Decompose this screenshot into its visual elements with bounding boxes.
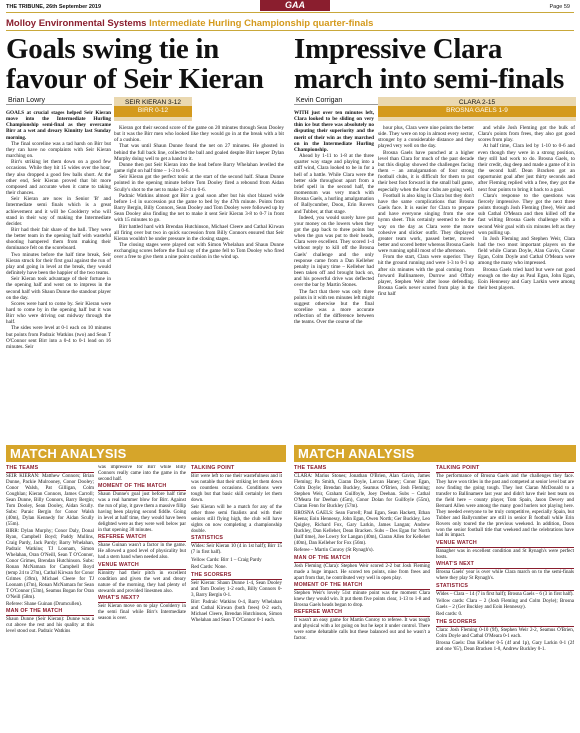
- analysis-text: Banagher was in excellent condition and St Rynagh's were perfect hosts.: [436, 548, 574, 560]
- article-paragraph: Birr's striking let them down on a good few occasions. While they hit 15 wides over the hour, they also dropped a good few balls short. At the other end, Seir Kieran proved that bit more composed and accurate when it came to taking their chances.: [6, 159, 111, 197]
- article-paragraph: The final scoreline was a tad harsh on Birr but they can have no complaints with Seir Kieran marching on.: [6, 140, 111, 160]
- analysis-text: Brosna Gaels' year is over while Clara march on to the semi-finals where they play St Rynagh's.: [436, 570, 574, 582]
- article-paragraph: Seir Kieran are now in Senior 'B' and Intermediate semi finals which is a great achievement and it will be Coolderry who will stand in their way of making the Intermediate decider.: [6, 196, 111, 227]
- winner-score: CLARA 2-15: [458, 99, 496, 106]
- left-headline-line2: favour of Seir Kieran: [6, 63, 264, 95]
- article-paragraph: and while Josh Fleming got the bulk of Clara's points from frees, they also got good scores from play.: [478, 125, 575, 144]
- analysis-heading: REFEREE WATCH: [98, 535, 186, 542]
- analysis-text: Seir Kieran move on to play Coolderry in the semi final while Birr's Intermediate season is over.: [98, 604, 186, 621]
- analysis-heading: THE TEAMS: [6, 466, 94, 473]
- analysis-heading: MOMENT OF THE MATCH: [294, 583, 430, 590]
- left-article-col1: [6, 110, 111, 440]
- kicker-rule: [6, 30, 574, 31]
- analysis-text: Brosna Gaels: Dan Kelleher 0-5 (4f and 1p), Gary Larkin 0-1 (2f and one '65'), Dean Bracken 1-0, Andrew Buckley 0-1.: [436, 641, 574, 653]
- analysis-text: Shaun Dunne's goal just before half time was a real hammer blow for Birr. Against the run of play, it gave them a massive fillip having been playing second fiddle. Going in level at half time, they would have been delighted were as they were well below par in that opening 30 minutes.: [98, 492, 186, 534]
- right-analysis-col1: [294, 465, 430, 730]
- analysis-text: Shane Guinan wasn't a factor in the game. He allowed a good level of physicality but had a stern hand when needed also.: [98, 543, 186, 561]
- section-tag: GAA: [260, 0, 330, 11]
- article-paragraph: hour plus, Clara were nine points the better side. They were on top in almost every sector, stronger by a considerable distance and they played very well on the day.: [378, 125, 474, 150]
- analysis-heading: THE SCORERS: [436, 620, 574, 627]
- right-article-col2: [378, 125, 474, 440]
- analysis-text: Shaun Dunne (Seir Kieran): Dunne was a cut above the rest and his quality at this level stood out. Padraic Watkins: [6, 617, 94, 635]
- article-paragraph: The sides were level at 0-1 each on 10 minutes but points from Padraic Watkins (two) and Sean T O'Connor sent Birr into a 0-4 to 0-1 lead on 16 minutes. Seir: [6, 325, 111, 350]
- article-paragraph: At half time, Clara led by 1-10 to 0-6 and even though they were in a strong position, they still had work to do. Brosna Gaels, to their credit, dug deep and made a game of it in the second half. Dean Bracken got an opportunist goal after just thirty seconds and after Fleming replied with a free, they got the next four points to bring it back to a goal.: [478, 143, 575, 193]
- article-paragraph: Two minutes before the half time break, Seir Kieran struck for their first goal against the run of play and going in level at the break, they would definitely have been the happier of the two teams.: [6, 251, 111, 277]
- article-paragraph: Scores were hard to come by. Seir Kieran were hard to come by in the opening half but it was Birr who were driving out midway through the half.: [6, 300, 111, 326]
- analysis-text: Birr: Padraic Watkins 0-4, Barry Whelahan and Cathal Kirwan (both frees) 0-2 each, Michael Cleere, Brendan Hutchinson, Simon Whelahan and Sean T O'Connor 0-1 each.: [191, 600, 282, 623]
- analysis-text: Yellow Cards: Birr 1 – Craig Pardy: [191, 557, 262, 563]
- analysis-text: SEIR KIERAN: Matthew Connors; Brian Dunne, Packie Mulrooney, Conor Dooley; Conor Walsh, Pat Gilligan, Colm Coughlan; Kieran Connors, James Carroll; Sean Dunne, Billy Connors, Barry Bergin; Tom Dooley, Sean Dooley, Aidan Scully. Subs: Paraic Bergin for Conor Walsh (40m), Dylan Kennedy for Aidan Scully (55m).: [6, 473, 94, 527]
- right-headline-line1: Impressive Clara: [294, 33, 503, 65]
- article-paragraph: WITH just over ten minutes left, Clara looked to be sliding on very thin ice but there was absolutely no disputing their superiority and the merit of their win as they marched on in the Intermediate Hurling Championship.: [294, 110, 374, 153]
- analysis-text: Wides – Clara – 14 (7 in first half); Brosna Gaels – 6 (3 in first half).: [436, 591, 574, 597]
- article-paragraph: Football is also king in Clara but they don't have the same complications that Brosna Gaels face. It is easier for Clara to prepare and have everyone singing from the one hymn sheet. This certainly seemed to be the way on the day as Clara were the more cohesive and slicker outfit. They displayed greater team work, passed better, moved better and scored better whereas Brosna Gaels were running uphill most of the afternoon.: [378, 192, 474, 255]
- right-headline: [294, 34, 576, 94]
- analysis-text: Birr were left to rue their wastefulness and it was notable that their striking let them down on countless occasions. Conditions were tough but that basic skill certainly let them down.: [191, 473, 282, 503]
- analysis-text: BROSNA GAELS: Sean Farrell; Paul Egan, Sean Hackett, Ethan Keena; Eoin Hennessy, John Egan, Owen North; Ger Buckley, Leo Quigley, Richard Fox, Gary Larkin, James Langan; Andrew Buckley, Dan Kelleher, Dean Bracken. Subs – Des Egan for North (half time), Joe Lowry for Langan (40m), Ciaran Allen for Kelleher (40m), Dan Kelleher for Fox (56m).: [294, 511, 430, 546]
- analysis-heading: MAN OF THE MATCH: [6, 609, 94, 616]
- article-paragraph: Indeed, you would surely have put your money on the lowers when they got the gap back to three points but when the gun was put to their heads, Clara were excellent. They scored 1-4 without reply to kill off the Brosna Gaels' challenge and the only response came from a Dan Kelleher penalty in injury time – Kelleher had been taken off and brought back on, and his powerful drive was deflected over the bar by Martin Stones.: [294, 214, 374, 289]
- left-analysis-col1: [6, 465, 94, 730]
- analysis-heading: WHAT'S NEXT: [436, 562, 574, 569]
- analysis-heading: THE TEAMS: [294, 466, 430, 473]
- article-paragraph: Padraic Watkins almost got Birr a goal soon after but his shot blazed wide before 1-4 in succession put the game to bed by the 47th minute. Points from Barry Bergin, Billy Connors, Sean Dooley and Tom Dooley were followed up by Sean Dooley also finding the net to make it sent Seir Kieran 3-8 to 0-7 in front with 15 minutes to go.: [114, 192, 284, 224]
- article-paragraph: Brosna Gaels tried hard but were not good enough on the day as Paul Egan, John Egan, Eoin Hennessy and Gary Larkin were among their best players.: [478, 266, 575, 292]
- left-byline: Brian Lowry: [6, 97, 112, 105]
- article-paragraph: Dunne then put Seir Kieran into the lead before Barry Whelahan levelled the game right on half time – 1-3 to 0-6.: [114, 161, 284, 175]
- analysis-text: It wasn't an easy game for Martin Conroy to referee. It was tough and physical with a lot going on but he kept it under control. There were some debatable calls but these balanced out and he wasn't a factor.: [294, 618, 430, 642]
- analysis-text: Yellow cards: Clara – 2 (Josh Fleming and Colm Doyle); Brosna Gaels – 2 (Ger Buckley and Eoin Hennessy).: [436, 599, 574, 611]
- analysis-heading: WHAT'S NEXT?: [98, 596, 186, 603]
- analysis-text: Stephen Weir's lovely 51st minute point was the moment Clara knew they would win. It put them five points clear, 1-13 to 1-8 and Brosna Gaels heads began to drop.: [294, 591, 430, 609]
- analysis-heading: MAN OF THE MATCH: [294, 556, 430, 563]
- loser-score: BIRR 0-12: [114, 106, 192, 117]
- article-paragraph: From the start, Clara were superior. They hit the ground running and were 1-3 to 0-1 up after six minutes with the goal coming from forward Ballinamere, Durrow and Offaly player, Stephen Weir after loose defending. Brosna Gaels never scored from play in the first half: [378, 254, 474, 298]
- analysis-heading: VENUE WATCH: [98, 563, 186, 570]
- analysis-text: CLARA: Marius Stones; Jonathan O'Brien, Alan Gavin, James Fleming; Pa Smith, Ciaran Doyle, Lorcan Haney; Conor Egan, Colm Doyle; Brendan Buckley, Seamus O'Brien, Josh Fleming; Stephen Weir, Graham Guilfoyle, Joey Deehan. Subs – Cathal O'Meara for Deehan (45m), Conor Dolan for Guilfoyle (55m), Ciaran Fenn for Buckley (57m).: [294, 473, 430, 509]
- analysis-text: Referee: Shane Guinan (Drumcullen).: [6, 601, 83, 607]
- analysis-heading: STATISTICS: [191, 536, 282, 543]
- analysis-heading: STATISTICS: [436, 584, 574, 591]
- page-number: Page 59: [549, 4, 570, 10]
- right-result-box: [378, 97, 576, 121]
- header-rule: [6, 12, 574, 13]
- analysis-text: Seir Kieran will be a match for any of the other three semi finalists and with their seniors still flying high, the club will have sights on now completing a championship double.: [191, 505, 282, 535]
- article-paragraph: Clara's response to the questions was fiercely impressive. They got the next three points through Josh Fleming (free), Weir and sub Cathal O'Meara and then killed off the fast wilting Brosna Gaels challenge with a second Weir goal with six minutes left as they won pulling up.: [478, 192, 575, 236]
- right-headline-line2: march into semi-finals: [294, 63, 564, 95]
- publication-date: THE TRIBUNE, 26th September 2019: [6, 4, 102, 10]
- analysis-text: Red Cards: None.: [191, 565, 227, 571]
- article-paragraph: Brosna Gaels have punched at a higher level than Clara for much of the past decade but this display showed the challenges facing them – an amalgamation of four strong football clubs, it is difficult for them to put their best foot forward in the small ball game, especially when the four clubs are going well.: [378, 149, 474, 193]
- analysis-text: Wides: Seir Kieran 10 (4 in 1st half); Birr 15 (7 in first half).: [191, 544, 282, 556]
- article-paragraph: That was until Shaun Dunne found the net on 27 minutes. He ghosted in behind the full back line, collected the ball and goaled despite Birr keeper Dylan Murphy doing well to get a hand to it.: [114, 143, 284, 162]
- analysis-heading: REFEREE WATCH: [294, 610, 430, 617]
- left-match-analysis-band: MATCH ANALYSIS: [6, 445, 286, 462]
- analysis-text: was impressive for Birr while Billy Connors really came into the game in the second half.: [98, 465, 186, 482]
- right-match-analysis-band: MATCH ANALYSIS: [294, 445, 576, 462]
- article-paragraph: Ahead by 1-11 to 1-8 at the three quarter way stage and playing into a stiff wind, Clara looked to be in for a hell of a battle. While Clara were the better side throughout apart from a brief spell in the second half, the momentum was very much with Brosna Gaels, a hurling amalgamation of Ballycumber, Doon, Erin Rovers and Tubber, at that stage.: [294, 153, 374, 215]
- right-article-col1: [294, 110, 374, 440]
- analysis-text: Referee – Martin Conroy (St Rynagh's).: [294, 548, 374, 554]
- section-kicker: [6, 18, 574, 29]
- right-byline: Kevin Corrigan: [294, 97, 378, 105]
- analysis-text: BIRR: Dylan Murphy; Conor Daly, Donal Ryan, Campbell Boyd; Paddy Mullins, Craig Pardy, Jack Pardy; Barry Whelahan, Padraic Watkins; TJ Loonam, Simon Whelahan, Oran O'Neill, Sean T O'Connor, Conor Grimes, Brendan Hutchinson. Subs: Ronan McNamara for Campbell Boyd (temp 24 to 27m), Cathal Kirwan for Conor Grimes (39m), Michael Cleere for TJ Loonam (47m), Ronan McNamara for Sean T O'Connor (53m), Seamus Bogan for Oran O'Neill (58m).: [6, 529, 94, 600]
- left-headline-line1: Goals swing tie in: [6, 33, 219, 65]
- right-article-col3: [478, 125, 575, 440]
- page-header: [6, 0, 576, 16]
- analysis-text: Seir Kieran: Shaun Dunne 1-4, Sean Dooley and Tom Dooley 1-2 each, Billy Connors 0-3, Barry Bergin 0-1.: [191, 580, 282, 598]
- winner-score: SEIR KIERAN 3-12: [125, 99, 181, 106]
- analysis-heading: TALKING POINT: [436, 466, 574, 473]
- loser-score: BROSNA GAELS 1-9: [378, 106, 576, 117]
- analysis-heading: THE SCORERS: [191, 573, 282, 580]
- analysis-text: Kinnitty had their pitch in excellent condition and given the wet and dreary nature of the morning, they had plenty of stewards and provided linesmen also.: [98, 570, 186, 594]
- analysis-heading: VENUE WATCH: [436, 541, 574, 548]
- article-paragraph: The fact that there was only three points in it with ten minutes left might suggest otherwise but the final scoreline was a more accurate reflection of the difference between the teams. Over the course of the: [294, 288, 374, 326]
- left-result-box: [114, 97, 192, 121]
- left-headline: [6, 34, 286, 94]
- left-analysis-col2: [98, 465, 186, 730]
- analysis-heading: MOMENT OF THE MATCH: [98, 484, 186, 491]
- article-paragraph: Seir Kieran took advantage of their fortune in the opening half and went on to impress in the second half with Shaun Dunne the standout player on the day.: [6, 276, 111, 301]
- right-analysis-col2: [436, 465, 574, 730]
- article-paragraph: Kieran got their second score of the game on 20 minutes through Sean Dooley but it was the Birr men who looked like they would go in at the break with a bit of a cushion.: [114, 125, 284, 144]
- article-paragraph: In Josh Fleming and Stephen Weir, Clara had the two most important players on the field while Ciaran Doyle, Alan Gavin, Conor Egan, Colm Doyle and Cathal O'Meara were among the many who impressed.: [478, 235, 575, 267]
- article-paragraph: GOALS at crucial stages helped Seir Kieran move into the Intermediate Hurling Championship semi-final as they overcame Birr at a wet and dreary Kinnitty last Sunday morning.: [6, 110, 111, 141]
- article-paragraph: The closing stages were played out with Simon Whelahan and Shaun Dunne exchanging scores before the final say of the game fell to Tom Dooley who fired over a free to give them a nine point cushion in the wind up.: [114, 241, 284, 261]
- article-paragraph: Birr had their fair share of the ball. They were the better team in the opening half with wasteful shooting hampered them from making their dominance felt on the scoreboard.: [6, 226, 111, 252]
- analysis-text: Josh Fleming (Clara): Stephen Weir scored 2-2 but Josh Fleming made a huge impact. He scored ten points, nine from frees and apart from that, he contributed very well in open play.: [294, 563, 430, 581]
- analysis-text: Red cards: 0.: [436, 612, 463, 618]
- competition-name: Intermediate Hurling Championship quarter-finals: [149, 18, 374, 29]
- sponsor-name: Molloy Environmental Systems: [6, 18, 150, 29]
- analysis-text: The performance of Brosna Gaels and the challenges they face. They have won titles in the past and competed at senior level but are now finding the going tough. They lost Ciaran McDonald to a transfer to Ballinamere last year and didn't have their best team on the field here – county player, Tom Spain, Jason Devery and Bernard Allen were among the many good hurlers not playing here. They needed everyone to be truly competitive, especially Spain, but Tubber and Ballycumber are still in senior B football while Erin Rovers only toured the the previous weekend. In addition, Doon won the senior football title that weekend and the celebrations have had its impact.: [436, 473, 574, 539]
- left-analysis-col3: [191, 465, 282, 730]
- left-article-col2: [114, 125, 284, 440]
- article-paragraph: Birr battled hard with Brendan Hutchinson, Michael Cleere and Cathal Kirwan all firing over but two in quick succession from Billy Connors ensured that Seir Kieran wouldn't be under pressure in the closing stages.: [114, 223, 284, 242]
- analysis-text: Clara: Josh Fleming 0-10 (9f), Stephen Weir 2-2, Seamus O'Brien, Colm Doyle and Cathal O'Meara 0-1 each.: [436, 627, 574, 639]
- analysis-heading: TALKING POINT: [191, 466, 282, 473]
- article-paragraph: Seir Kieran got the perfect tonic at the start of the second half. Shaun Dunne pointed in the opening minute before Tom Dooley fired a rebound from Aidan Scully's shot to the net to make it 2-4 to 0-6.: [114, 174, 284, 193]
